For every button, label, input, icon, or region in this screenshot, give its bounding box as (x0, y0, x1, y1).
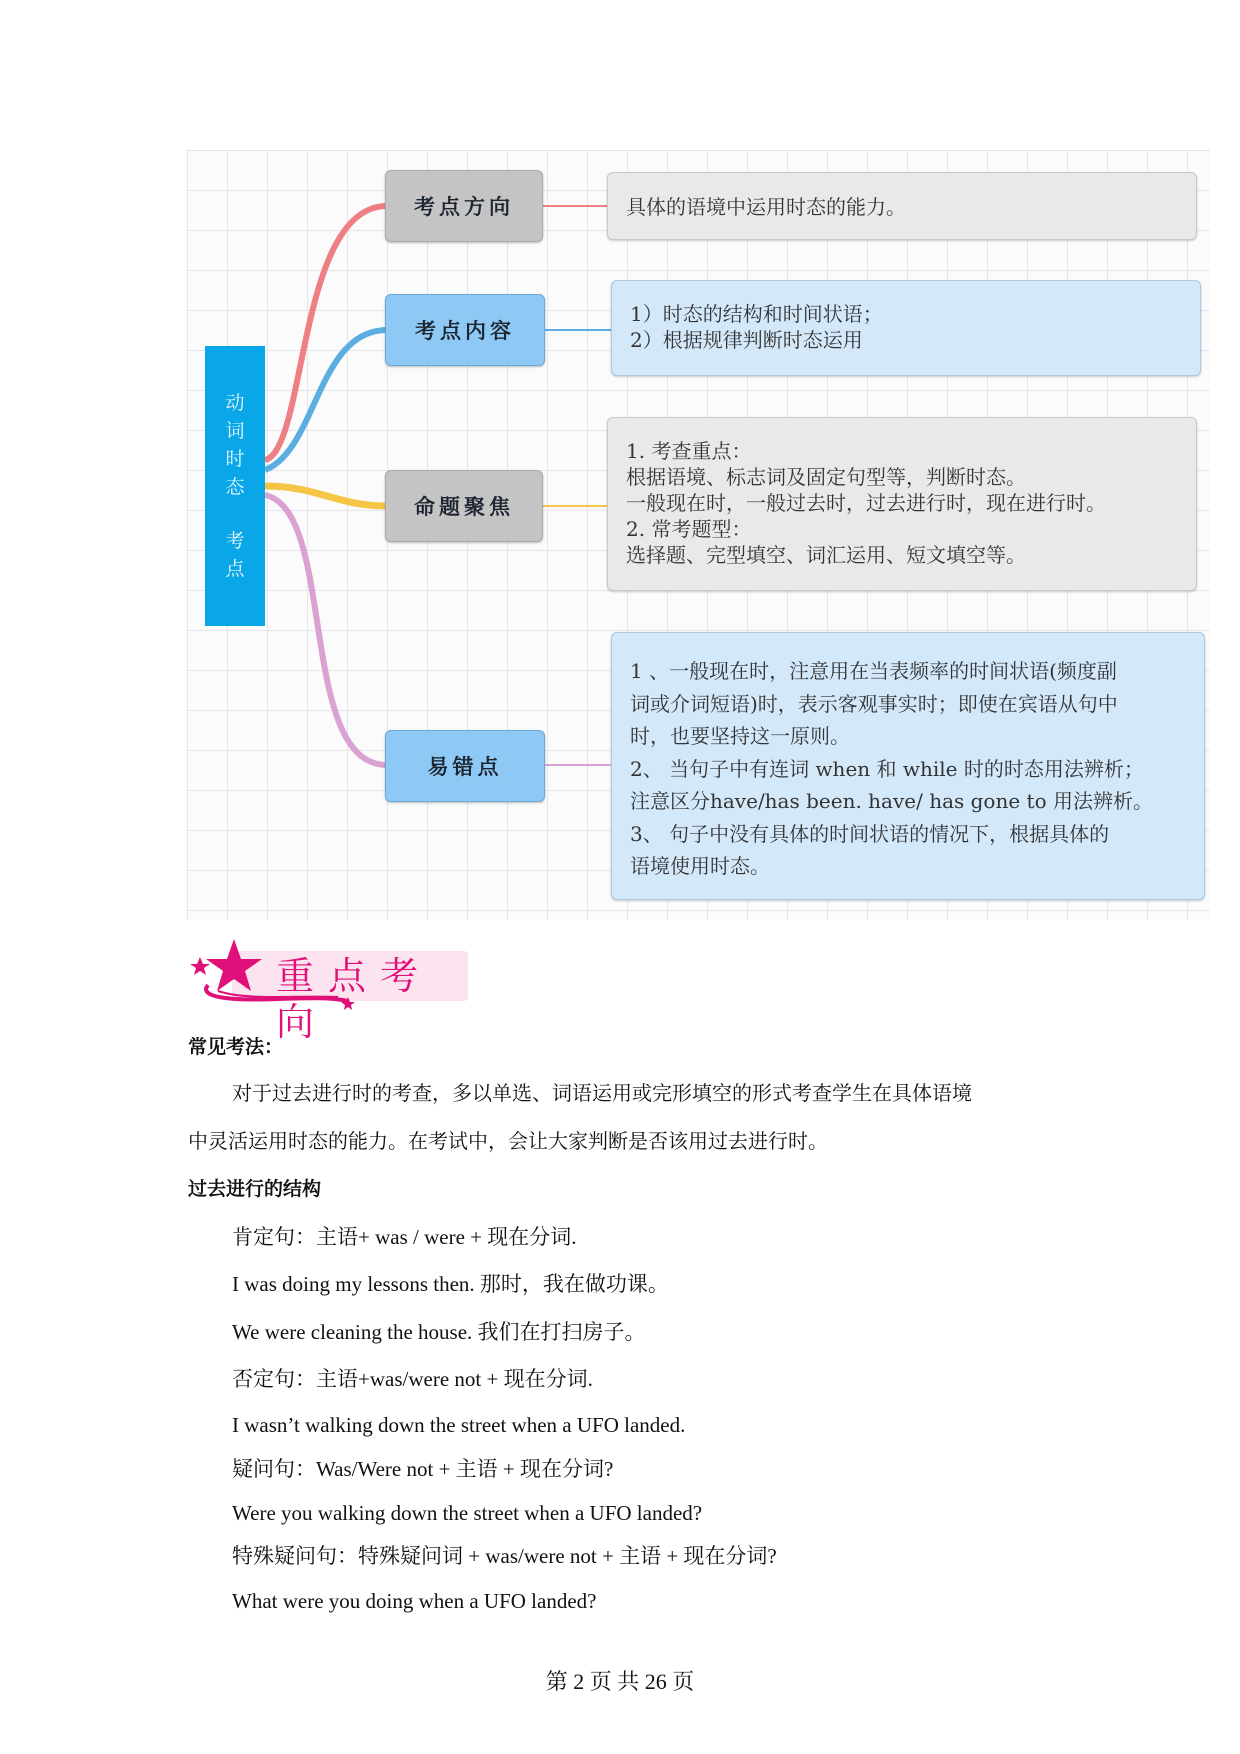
detail-line: 2）根据规律判断时态运用 (630, 328, 863, 352)
detail-line: 具体的语境中运用时态的能力。 (626, 195, 906, 219)
detail-line: 1）时态的结构和时间状语； (630, 302, 883, 326)
affirmative-rule: 肯定句：主语+ was / were + 现在分词. (232, 1225, 577, 1249)
mind-map-image (187, 150, 1210, 920)
example-sentence: What were you doing when a UFO landed? (232, 1589, 597, 1613)
detail-line: 3、 句子中没有具体的时间状语的情况下，根据具体的 (630, 821, 1110, 846)
detail-line: 2、 当句子中有连词 when 和 while 时的时态用法辨析； (630, 756, 1144, 781)
page-number: 第 2 页 共 26 页 (545, 1669, 695, 1694)
example-sentence: Were you walking down the street when a UFO landed? (232, 1501, 703, 1525)
branch-detail-proposition-focus (607, 417, 1197, 591)
branch-detail-exam-content (611, 280, 1201, 376)
mind-map-root-node (205, 346, 265, 626)
example-sentence: We were cleaning the house. 我们在打扫房子。 (232, 1320, 646, 1344)
detail-line: 1 、一般现在时，注意用在当表频率的时间状语(频度副 (630, 659, 1117, 683)
detail-line: 一般现在时，一般过去时，过去进行时，现在进行时。 (626, 491, 1106, 515)
root-char: 时 (225, 448, 245, 470)
banner-title: 重点考向 (276, 954, 433, 1044)
branch-detail-common-errors (611, 632, 1205, 900)
detail-line: 时，也要坚持这一原则。 (630, 724, 850, 748)
detail-line: 语境使用时态。 (630, 854, 770, 878)
question-rule: 疑问句：Was/Were not + 主语 + 现在分词? (232, 1457, 614, 1481)
root-char: 动 (225, 392, 245, 414)
detail-line: 注意区分have/has been. have/ has gone to 用法辨析。 (630, 789, 1153, 813)
intro-paragraph-line-2: 中灵活运用时态的能力。在考试中，会让大家判断是否该用过去进行时。 (188, 1129, 828, 1153)
detail-line: 1. 考查重点： (626, 439, 752, 463)
example-sentence: I was doing my lessons then. 那时，我在做功课。 (232, 1272, 669, 1296)
common-methods-heading: 常见考法： (188, 1036, 284, 1058)
branch-node-exam-direction: 考点方向 (385, 170, 543, 242)
root-char: 考 (225, 530, 245, 552)
intro-paragraph-line-1: 对于过去进行时的考查，多以单选、词语运用或完形填空的形式考查学生在具体语境 (232, 1081, 972, 1105)
branch-node-exam-content: 考点内容 (385, 294, 545, 366)
detail-line: 选择题、完型填空、词汇运用、短文填空等。 (626, 543, 1026, 567)
detail-line: 词或介词短语)时，表示客观事实时；即使在宾语从句中 (630, 691, 1118, 716)
branch-node-proposition-focus: 命题聚焦 (385, 470, 543, 542)
example-sentence: I wasn’t walking down the street when a UFO landed. (232, 1413, 686, 1437)
root-char: 词 (225, 420, 245, 442)
branch-detail-exam-direction (607, 172, 1197, 240)
root-char: 点 (225, 558, 245, 580)
branch-node-common-errors: 易错点 (385, 730, 545, 802)
wh-question-rule: 特殊疑问句：特殊疑问词 + was/were not + 主语 + 现在分词? (232, 1544, 777, 1568)
structure-heading: 过去进行的结构 (188, 1178, 322, 1200)
negative-rule: 否定句：主语+was/were not + 现在分词. (232, 1367, 593, 1391)
section-banner (188, 935, 470, 1044)
detail-line: 2. 常考题型： (626, 517, 752, 541)
root-char: 态 (225, 476, 245, 498)
detail-line: 根据语境、标志词及固定句型等，判断时态。 (626, 465, 1026, 489)
